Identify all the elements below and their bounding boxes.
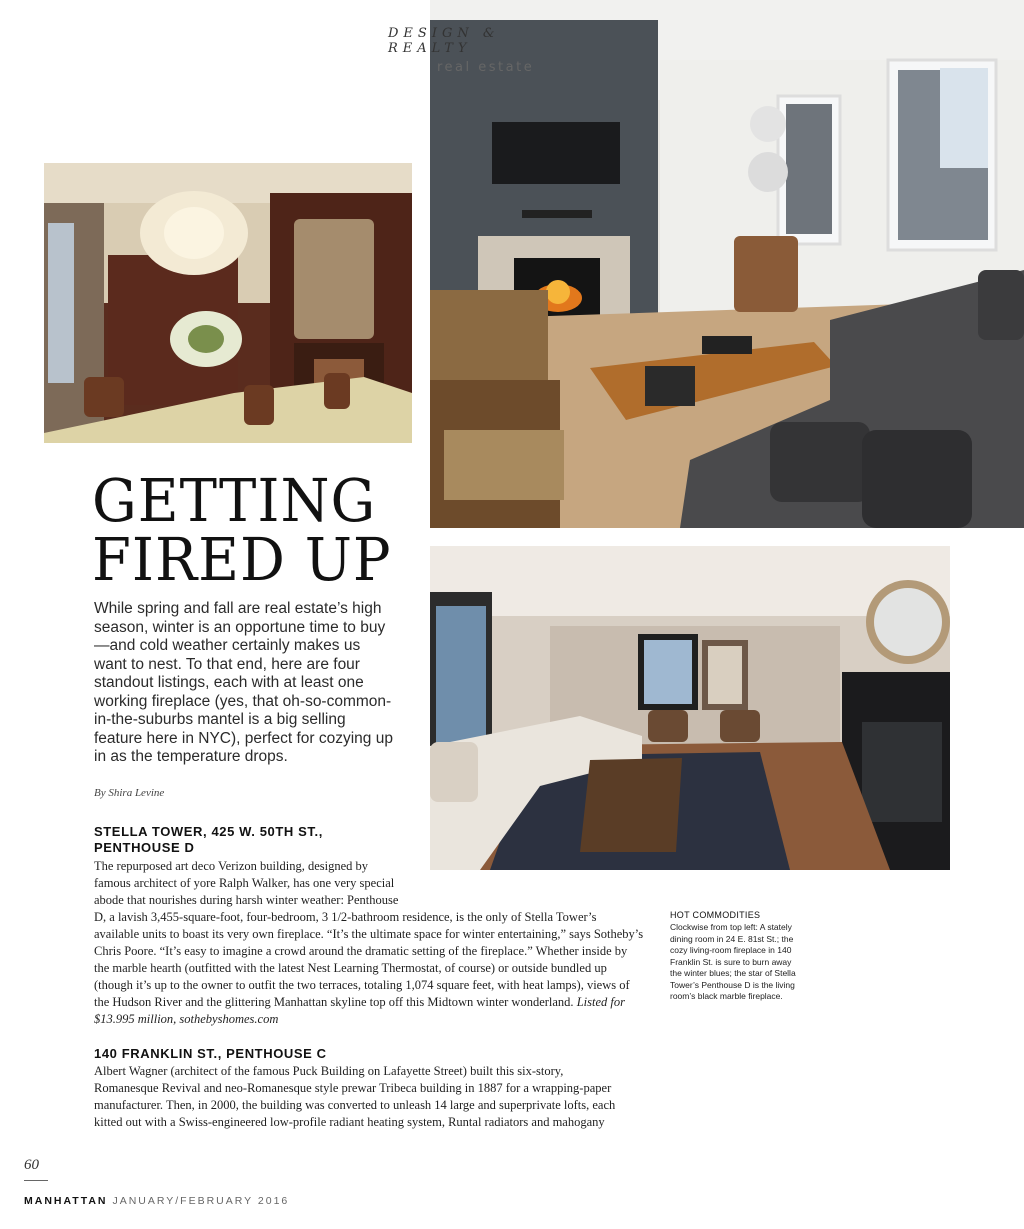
- listing-1-price: [94, 1011, 643, 1028]
- headline: [92, 466, 422, 595]
- listing-1-heading: [94, 824, 323, 856]
- intro-paragraph: While spring and fall are real estate’s high season, winter is an opportune time to buy—and cold weather certainly makes us want to nest. To that end, here are four standout listings, each with at least one working fireplace (yes, that oh-so-common-in-the-suburbs mantel is a big selling feature here in NYC), perfect for cozying up in as the temperature drops.: [94, 600, 393, 765]
- living-room-fireplace-photo: [430, 0, 1024, 528]
- caption-line: room’s black marble fireplace.: [670, 991, 783, 1001]
- caption-line: dining room in 24 E. 81st St.; the: [670, 933, 794, 944]
- headline-line-2: FIRED UP: [92, 526, 392, 595]
- listing-2-line: manufacturer. Then, in 2000, the building was converted to unleash 14 large and superprivate lofts, each: [94, 1098, 616, 1112]
- listing-1-line: The repurposed art deco Verizon building, designed by: [94, 859, 368, 873]
- listing-1-line: the marble hearth (outfitted with the latest Nest Learning Thermostat, of course) or outside bundled up: [94, 961, 607, 975]
- listing-1-body: [94, 858, 643, 1028]
- magazine-name: MANHATTAN: [24, 1195, 108, 1207]
- listing-2-line: Albert Wagner (architect of the famous Puck Building on Lafayette Street) built this six-story,: [94, 1064, 564, 1078]
- listing-1-line: abode that nourishes during harsh winter weather: Penthouse: [94, 893, 399, 907]
- section-subtitle: real estate: [437, 60, 535, 75]
- listing-1-heading-line-2: PENTHOUSE D: [94, 840, 195, 855]
- byline: By Shira Levine: [94, 787, 165, 799]
- listing-1-line: (though it’s up to the owner to outfit the two terraces, totaling 1,074 square feet, with heat lamps), views of: [94, 978, 630, 992]
- page-number: 60: [24, 1157, 39, 1173]
- listing-2-body: [94, 1063, 615, 1131]
- listing-1-listed-label: Listed for: [576, 995, 625, 1009]
- caption-line: the winter blues; the star of Stella: [670, 968, 796, 978]
- listing-1-heading-line-1: STELLA TOWER, 425 W. 50TH ST.,: [94, 824, 323, 839]
- photo-caption: [670, 922, 820, 1003]
- listing-1-line: famous architect of yore Ralph Walker, has one very special: [94, 876, 395, 890]
- listing-1-line-text: the Hudson River and the glittering Manhattan skyline top off this Midtown winter wonderland.: [94, 995, 574, 1009]
- headline-line-1: GETTING: [92, 466, 377, 536]
- listing-1-line: [94, 994, 643, 1011]
- caption-line: Tower’s Penthouse D is the living: [670, 979, 795, 990]
- dining-room-photo: [44, 163, 412, 443]
- caption-line: cozy living-room fireplace in 140: [670, 945, 792, 955]
- listing-1-line: available units to boast its very own fireplace. “It’s the ultimate space for winter entertaining,” says Sotheby’s: [94, 927, 644, 941]
- caption-heading: HOT COMMODITIES: [670, 910, 761, 920]
- page-number-rule: [24, 1180, 48, 1181]
- listing-2-line: kitted out with a Swiss-engineered low-profile radiant heating system, Runtal radiators and mahogany: [94, 1115, 605, 1129]
- listing-1-line: D, a lavish 3,455-square-foot, four-bedroom, 3 1/2-bathroom residence, is the only of Stella Tower’s: [94, 910, 597, 924]
- listing-2-heading: 140 FRANKLIN ST., PENTHOUSE C: [94, 1046, 327, 1061]
- section-label: DESIGN & REALTY: [388, 26, 500, 56]
- marble-fireplace-living-room-photo: [430, 546, 950, 870]
- caption-line: Franklin St. is sure to burn away: [670, 956, 792, 967]
- caption-line: Clockwise from top left: A stately: [670, 922, 792, 932]
- listing-1-line: Chris Poore. “It’s easy to imagine a crowd around the dramatic setting of the fireplace.” Whether inside by: [94, 944, 628, 958]
- issue-date: JANUARY/FEBRUARY 2016: [112, 1195, 290, 1207]
- listing-2-line: Romanesque Revival and neo-Romanesque style prewar Tribeca building in 1887 for a wrapping-paper: [94, 1081, 612, 1095]
- footer-credit: [24, 1195, 289, 1207]
- listing-1-price-text: $13.995 million, sothebyshomes.com: [94, 1012, 279, 1026]
